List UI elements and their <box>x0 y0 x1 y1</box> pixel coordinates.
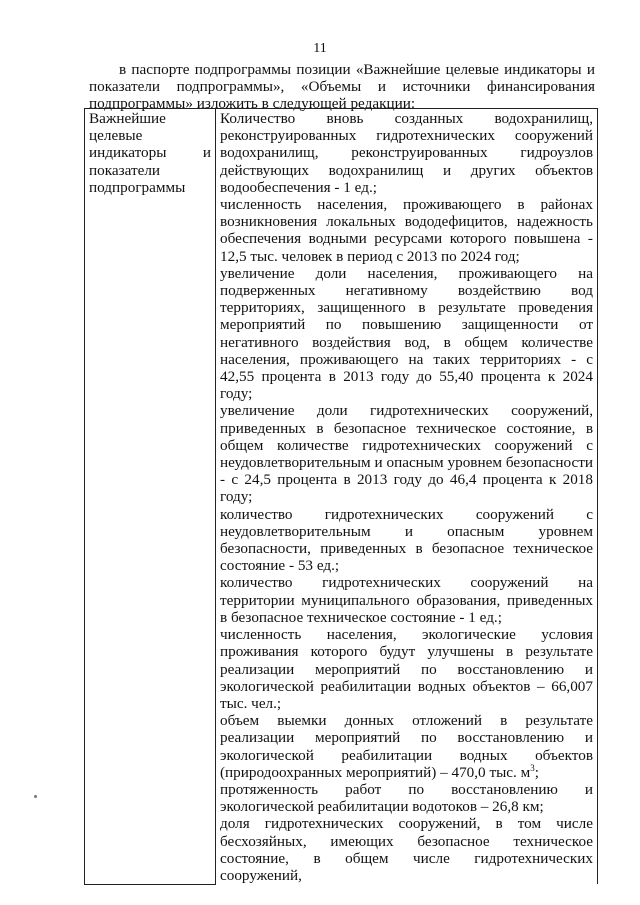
indicator-item: Количество вновь созданных водохранилищ, реконструированных гидротехнических сооружений водохранилищ, реконструированных гидроузлов действующих водохранилищ и других объектов водообеспечения - 1 ед.; <box>220 110 593 196</box>
indicator-volume-text: объем выемки донных отложений в результате реализации мероприятий по восстановлению и экологической реабилитации водных объектов (природоохранных мероприятий) – 470,0 тыс. м <box>220 712 593 781</box>
indicator-item: доля гидротехнических сооружений, в том числе бесхозяйных, имеющих безопасное техническое состояние, в общем числе гидротехнических сооружений, <box>220 815 593 884</box>
intro-paragraph <box>89 61 595 113</box>
cubic-superscript: 3 <box>530 762 535 773</box>
indicators-cell <box>216 109 598 885</box>
indicator-item: численность населения, экологические условия проживания которого будут улучшены в результате реализации мероприятий по восстановлению и экологической реабилитации водных объектов – 66,007 тыс. чел.; <box>220 626 593 712</box>
indicator-item: количество гидротехнических сооружений с неудовлетворительным и опасным уровнем безопасности, приведенных в безопасное техническое состояние - 53 ед.; <box>220 505 593 575</box>
scan-dot-mark <box>34 795 37 798</box>
table-row <box>85 109 598 885</box>
page-number: 11 <box>313 41 327 56</box>
indicator-volume-suffix: ; <box>534 763 539 781</box>
left-heading: Важнейшие целевые индикаторы и показатели подпрограммы <box>89 110 211 196</box>
intro-text: в паспорте подпрограммы позиции «Важнейшие целевые индикаторы и показатели подпрограммы», «Объемы и источники финансирования подпрограммы» изложить в следующей редакции: <box>89 61 595 113</box>
left-heading-cell <box>85 109 216 885</box>
passport-table <box>84 108 598 885</box>
indicator-item: увеличение доли населения, проживающего на подверженных негативному воздействию вод территориях, защищенного в результате проведения мероприятий по повышению защищенности от негативного воздействия вод, в общем количестве населения, проживающего на таких территориях - с 42,55 процента в 2013 году до 55,40 процента к 2024 году; <box>220 264 593 403</box>
indicator-item: численность населения, проживающего в районах возникновения локальных вододефицитов, надежность обеспечения водными ресурсами которого повышена - 12,5 тыс. человек в период с 2013 по 2024 год; <box>220 196 593 265</box>
indicator-item: протяженность работ по восстановлению и экологической реабилитации водотоков – 26,8 км; <box>220 780 593 816</box>
indicator-item: количество гидротехнических сооружений на территории муниципального образования, приведенных в безопасное техническое состояние - 1 ед.; <box>220 574 593 626</box>
indicator-item: увеличение доли гидротехнических сооружений, приведенных в безопасное техническое состояние, в общем количестве гидротехнических сооружений с неудовлетворительным и опасным уровнем безопасности - с 24,5 процента в 2013 году до 46,4 процента к 2018 году; <box>220 402 593 506</box>
indicator-item-volume <box>220 712 593 781</box>
